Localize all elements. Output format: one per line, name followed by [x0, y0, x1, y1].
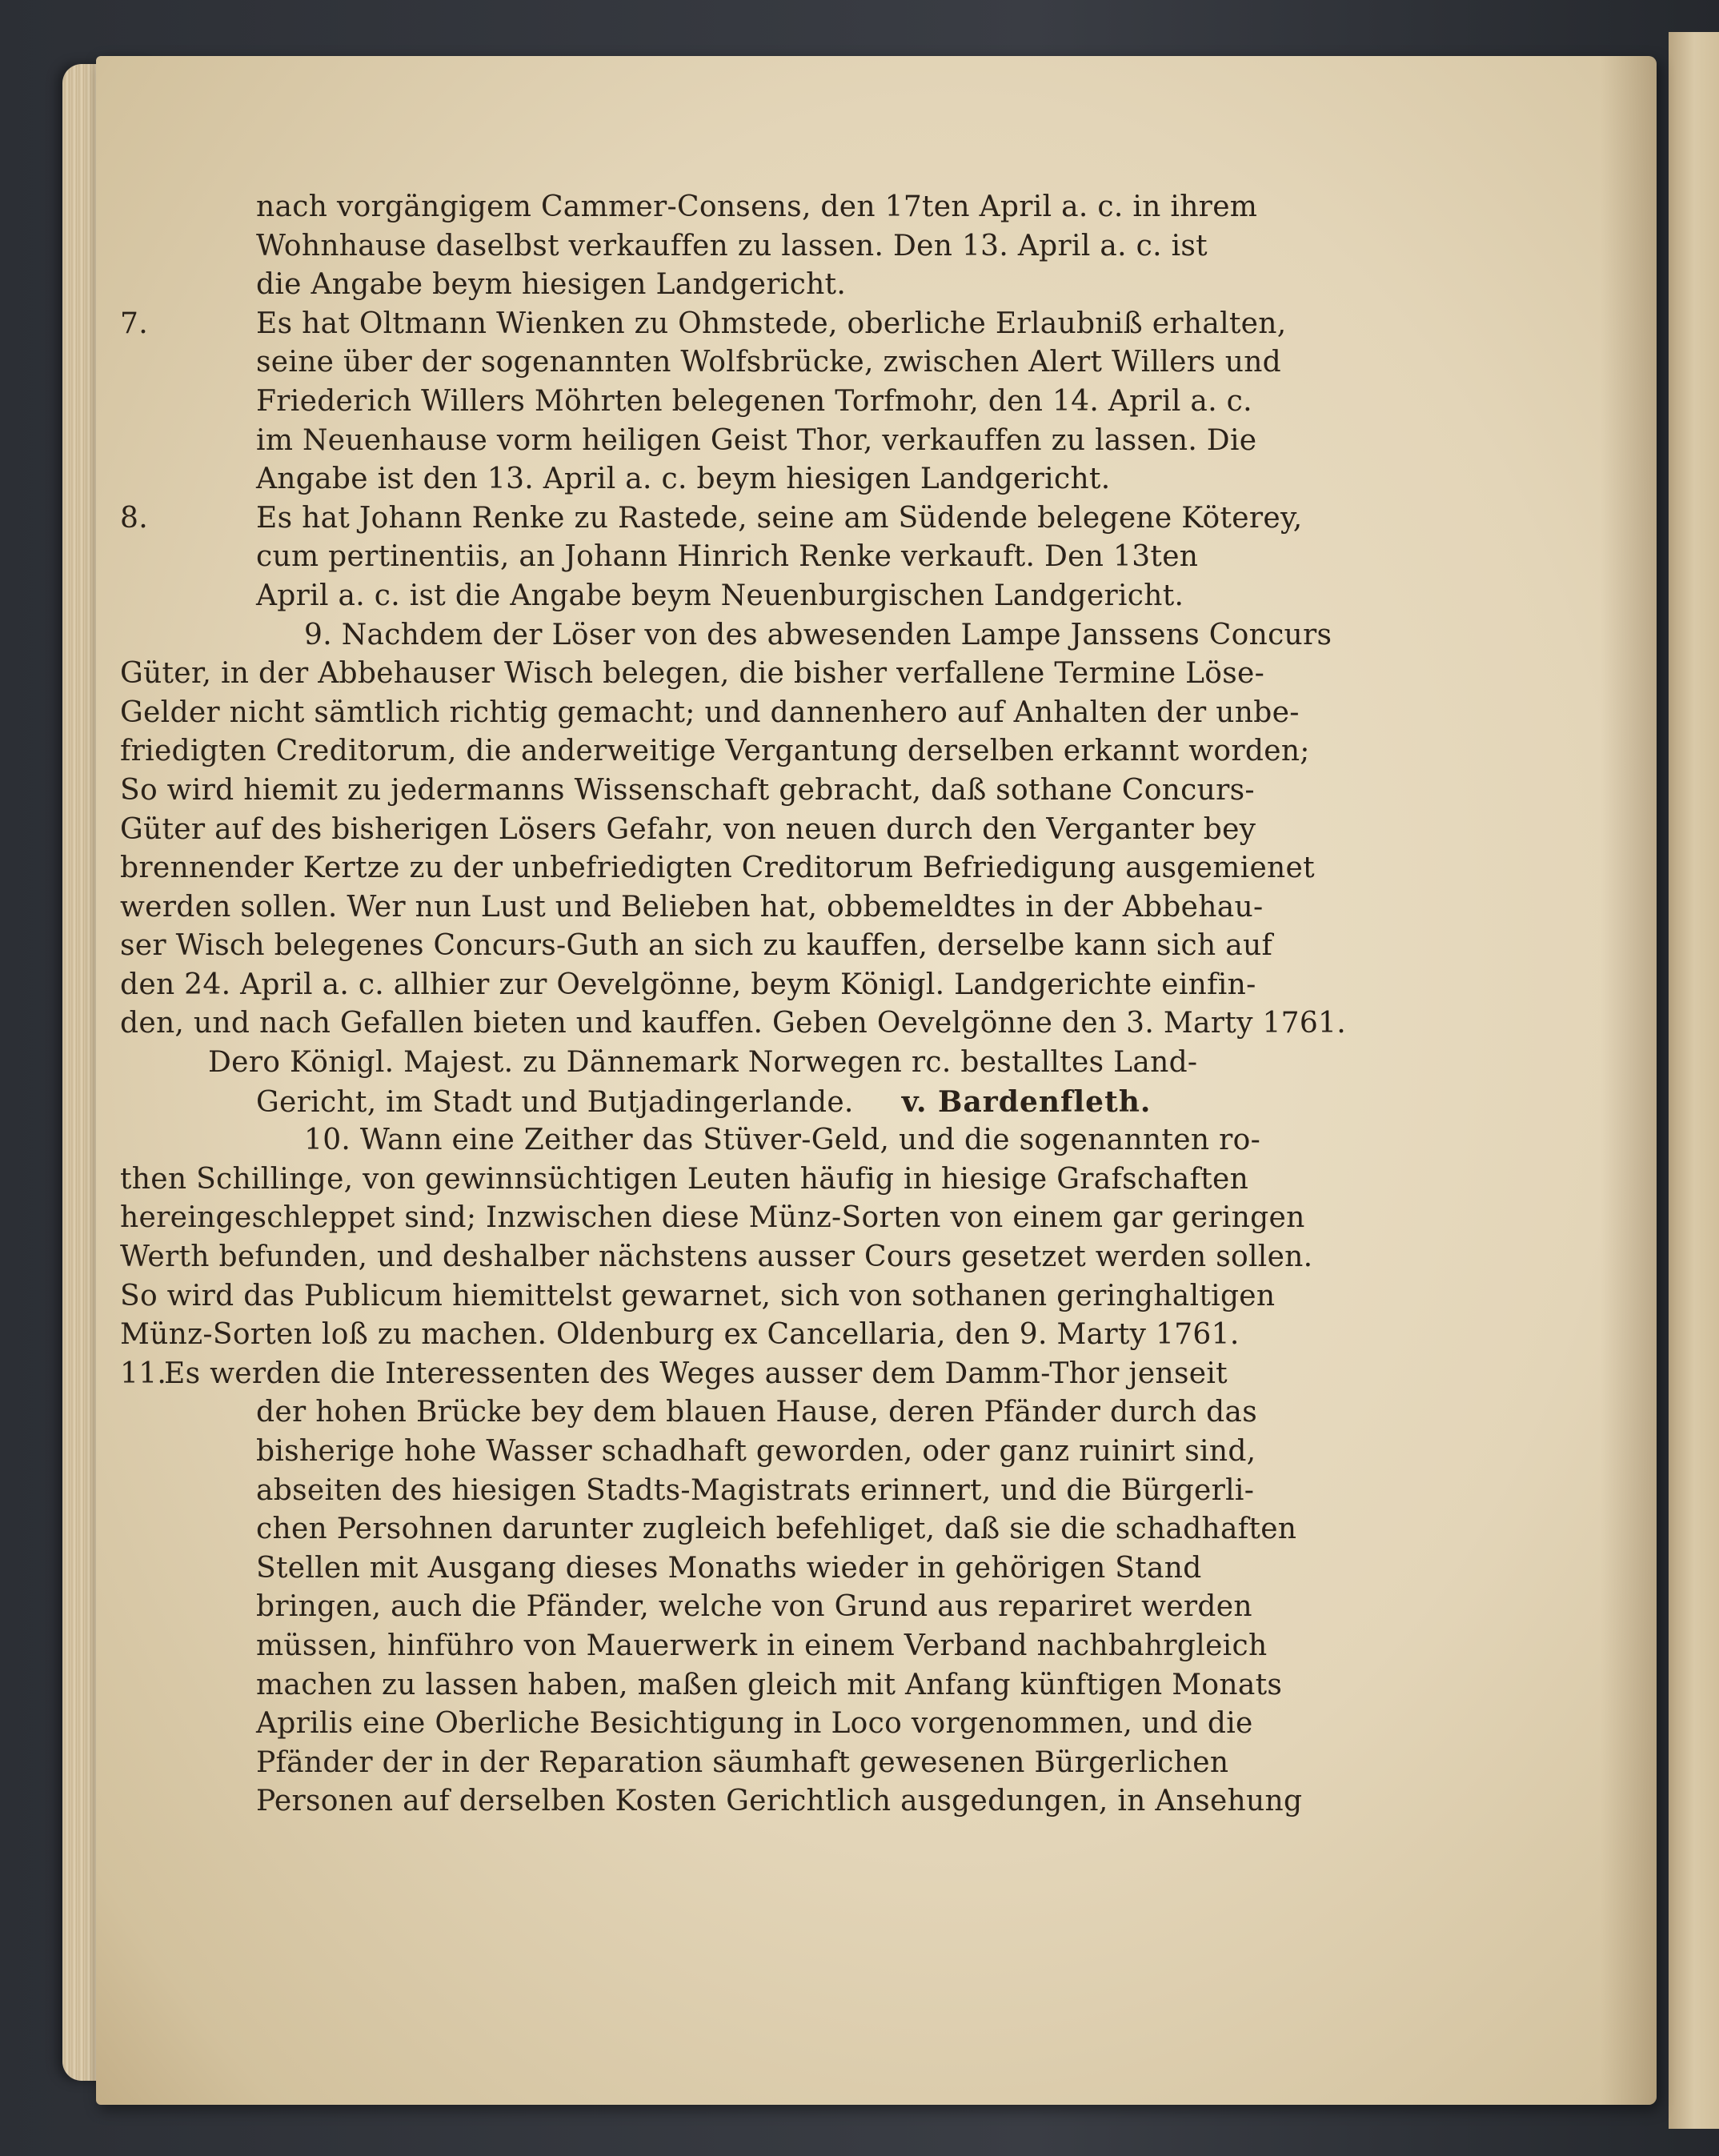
text-line: [120, 1316, 1537, 1355]
item-number: 7.: [120, 307, 148, 340]
text-line: [256, 227, 1537, 266]
text-line: [256, 1666, 1537, 1705]
text-line: [256, 1627, 1537, 1666]
text-line: [256, 1588, 1537, 1627]
line-text: bisherige hohe Wasser schadhaft geworden, oder ganz ruinirt sind,: [256, 1435, 1256, 1468]
line-text: 9. Nachdem der Löser von des abwesenden Lampe Janssens Concurs: [304, 618, 1332, 651]
text-line: [120, 499, 1537, 539]
text-line: [120, 888, 1537, 928]
text-line: [120, 849, 1537, 888]
text-line: [120, 1355, 1537, 1394]
text-line: [120, 1199, 1537, 1238]
line-text: Es hat Johann Renke zu Rastede, seine am Südende belegene Köterey,: [256, 501, 1303, 535]
line-text: friedigten Creditorum, die anderweitige Vergantung derselben erkannt worden;: [120, 735, 1310, 768]
text-line: [256, 266, 1537, 305]
item-number: 11.: [120, 1357, 167, 1390]
line-text: Es hat Oltmann Wienken zu Ohmstede, oberliche Erlaubniß erhalten,: [256, 307, 1287, 340]
text-line: [256, 577, 1537, 616]
line-text: den, und nach Gefallen bieten und kauffen. Geben Oevelgönne den 3. Marty 1761.: [120, 1007, 1347, 1040]
item-number: 8.: [120, 501, 148, 535]
text-line: [120, 732, 1537, 771]
text-line: [120, 305, 1537, 344]
text-line: [256, 422, 1537, 461]
text-line: [120, 1238, 1537, 1277]
line-text: Aprilis eine Oberliche Besichtigung in Loco vorgenommen, und die: [256, 1707, 1253, 1741]
line-text: die Angabe beym hiesigen Landgericht.: [256, 268, 847, 302]
text-line: [208, 1044, 1537, 1083]
text-line: [256, 538, 1537, 577]
line-text: Gelder nicht sämtlich richtig gemacht; und dannenhero auf Anhalten der unbe-: [120, 695, 1300, 729]
line-text: So wird das Publicum hiemittelst gewarnet, sich von sothanen geringhaltigen: [120, 1279, 1276, 1312]
text-line: [120, 694, 1537, 733]
line-text: Güter, in der Abbehauser Wisch belegen, die bisher verfallene Termine Löse-: [120, 657, 1265, 691]
line-text: then Schillinge, von gewinnsüchtigen Leuten häufig in hiesige Grafschaften: [120, 1162, 1249, 1196]
line-text: den 24. April a. c. allhier zur Oevelgönne, beym Königl. Landgerichte einfin-: [120, 968, 1256, 1001]
line-text: Personen auf derselben Kosten Gerichtlich ausgedungen, in Ansehung: [256, 1785, 1303, 1818]
line-text: seine über der sogenannten Wolfsbrücke, zwischen Alert Willers und: [256, 346, 1282, 379]
text-line: [256, 1472, 1537, 1511]
text-line: [256, 1744, 1537, 1783]
text-line: [120, 771, 1537, 811]
text-line: [256, 1083, 1537, 1122]
line-text: Pfänder der in der Reparation säumhaft gewesenen Bürgerlichen: [256, 1745, 1229, 1779]
line-text: im Neuenhause vorm heiligen Geist Thor, verkauffen zu lassen. Die: [256, 423, 1257, 457]
line-text: Stellen mit Ausgang dieses Monaths wieder in gehörigen Stand: [256, 1551, 1202, 1585]
text-line: [120, 655, 1537, 694]
line-text: So wird hiemit zu jedermanns Wissenschaft gebracht, daß sothane Concurs-: [120, 773, 1255, 807]
line-text: Gericht, im Stadt und Butjadingerlande.: [256, 1085, 854, 1119]
line-text: hereingeschleppet sind; Inzwischen diese Münz-Sorten von einem gar geringen: [120, 1201, 1305, 1235]
text-line: [120, 1277, 1537, 1316]
signature-name: v. Bardenfleth.: [901, 1084, 1152, 1119]
line-text: 10. Wann eine Zeither das Stüver-Geld, und die sogenannten ro-: [304, 1124, 1261, 1157]
text-line: [256, 343, 1537, 383]
text-line: [304, 1121, 1537, 1160]
text-line: [256, 1393, 1537, 1433]
text-line: [256, 1705, 1537, 1744]
line-text: Dero Königl. Majest. zu Dännemark Norwegen rc. bestalltes Land-: [208, 1046, 1198, 1080]
line-text: April a. c. ist die Angabe beym Neuenburgischen Landgericht.: [256, 579, 1184, 612]
text-line: [256, 188, 1537, 227]
text-line: [304, 616, 1537, 655]
line-text: Angabe ist den 13. April a. c. beym hiesigen Landgericht.: [256, 463, 1111, 496]
text-line: [120, 966, 1537, 1005]
text-line: [256, 1510, 1537, 1549]
facing-page-edge: [1669, 32, 1719, 2129]
line-text: Münz-Sorten loß zu machen. Oldenburg ex Cancellaria, den 9. Marty 1761.: [120, 1318, 1240, 1352]
line-text: Wohnhause daselbst verkauffen zu lassen. Den 13. April a. c. ist: [256, 229, 1208, 262]
line-text: abseiten des hiesigen Stadts-Magistrats erinnert, und die Bürgerli-: [256, 1473, 1255, 1507]
line-text: Güter auf des bisherigen Lösers Gefahr, von neuen durch den Verganter bey: [120, 812, 1256, 846]
text-line: [120, 1160, 1537, 1200]
line-text: Werth befunden, und deshalber nächstens ausser Cours gesetzet werden sollen.: [120, 1240, 1313, 1274]
text-line: [256, 383, 1537, 422]
line-text: chen Persohnen darunter zugleich befehliget, daß sie die schadhaften: [256, 1513, 1297, 1546]
text-line: [120, 811, 1537, 850]
line-text: ser Wisch belegenes Concurs-Guth an sich zu kauffen, derselbe kann sich auf: [120, 929, 1273, 963]
text-line: [120, 927, 1537, 966]
page-text-block: [120, 188, 1561, 1821]
line-text: machen zu lassen haben, maßen gleich mit Anfang künftigen Monats: [256, 1668, 1283, 1701]
line-text: bringen, auch die Pfänder, welche von Grund aus repariret werden: [256, 1590, 1252, 1624]
line-text: nach vorgängigem Cammer-Consens, den 17ten April a. c. in ihrem: [256, 190, 1258, 223]
line-text: Friederich Willers Möhrten belegenen Torfmohr, den 14. April a. c.: [256, 384, 1252, 418]
line-text: Es werden die Interessenten des Weges ausser dem Damm-Thor jenseit: [164, 1357, 1228, 1390]
text-line: [256, 1433, 1537, 1472]
line-text: werden sollen. Wer nun Lust und Belieben hat, obbemeldtes in der Abbehau-: [120, 890, 1264, 924]
line-text: brennender Kertze zu der unbefriedigten Creditorum Befriedigung ausgemienet: [120, 852, 1315, 885]
text-line: [120, 1004, 1537, 1044]
line-text: cum pertinentiis, an Johann Hinrich Renke verkauft. Den 13ten: [256, 540, 1199, 574]
line-text: der hohen Brücke bey dem blauen Hause, deren Pfänder durch das: [256, 1396, 1257, 1429]
gutter-shadow: [1601, 56, 1657, 2105]
text-line: [256, 460, 1537, 499]
text-line: [256, 1782, 1537, 1821]
text-line: [256, 1549, 1537, 1589]
line-text: müssen, hinführo von Mauerwerk in einem Verband nachbahrgleich: [256, 1629, 1268, 1662]
